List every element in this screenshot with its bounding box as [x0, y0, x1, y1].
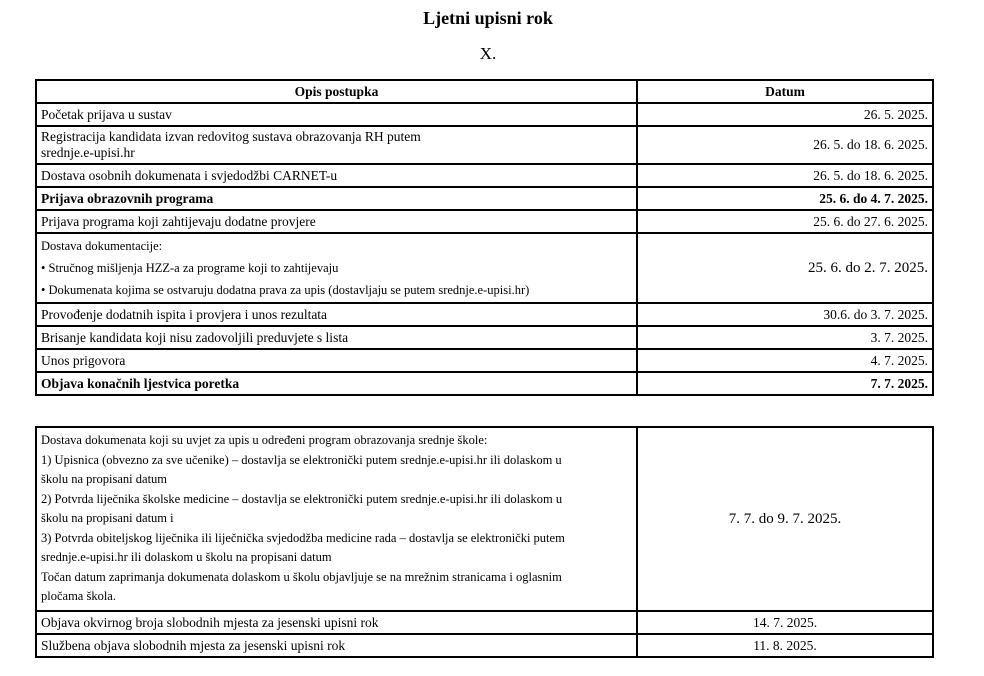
- table-row: [36, 326, 933, 349]
- row-description: Prijava obrazovnih programa: [36, 187, 637, 210]
- row-description: Dostava osobnih dokumenata i svjedodžbi CARNET-u: [36, 164, 637, 187]
- row-description: Početak prijava u sustav: [36, 103, 637, 126]
- row-description: Provođenje dodatnih ispita i provjera i unos rezultata: [36, 303, 637, 326]
- table-row: [36, 164, 933, 187]
- row-description-line: 1) Upisnica (obvezno za sve učenike) – dostavlja se elektronički putem srednje.e-upisi.hr ili dolaskom u: [41, 452, 562, 467]
- row-description: Objava konačnih ljestvica poretka: [36, 372, 637, 395]
- table-row: [36, 349, 933, 372]
- row-date: 3. 7. 2025.: [637, 326, 933, 349]
- row-description-line: Dostava dokumenata koji su uvjet za upis u određeni program obrazovanja srednje škole:: [41, 433, 488, 448]
- row-description: Objava okvirnog broja slobodnih mjesta za jesenski upisni rok: [36, 611, 637, 634]
- row-description: Prijava programa koji zahtijevaju dodatne provjere: [36, 210, 637, 233]
- row-description: Unos prigovora: [36, 349, 637, 372]
- row-date: 25. 6. do 4. 7. 2025.: [637, 187, 933, 210]
- column-header-date: Datum: [637, 80, 933, 103]
- row-date: 25. 6. do 2. 7. 2025.: [637, 233, 933, 303]
- column-header-description: Opis postupka: [36, 80, 637, 103]
- row-description: Službena objava slobodnih mjesta za jesenski upisni rok: [36, 634, 637, 657]
- row-description-line: školu na propisani datum: [41, 472, 168, 487]
- table-row: [36, 187, 933, 210]
- table-row: [36, 634, 933, 657]
- row-description-line: srednje.e-upisi.hr: [41, 145, 135, 160]
- table-row: [36, 427, 933, 611]
- row-date: 25. 6. do 27. 6. 2025.: [637, 210, 933, 233]
- row-description: [36, 233, 637, 303]
- schedule-table: [35, 79, 934, 396]
- row-date: 14. 7. 2025.: [637, 611, 933, 634]
- row-date: 7. 7. do 9. 7. 2025.: [637, 427, 933, 611]
- row-description-line: Registracija kandidata izvan redovitog sustava obrazovanja RH putem: [41, 129, 421, 144]
- table-row: [36, 611, 933, 634]
- table-row: [36, 126, 933, 164]
- row-description-line: Točan datum zaprimanja dokumenata dolaskom u školu objavljuje se na mrežnim stranicama i oglasnim: [41, 569, 562, 584]
- row-description-line: • Stručnog mišljenja HZZ-a za programe koji to zahtijevaju: [41, 260, 339, 275]
- page-title: Ljetni upisni rok: [423, 8, 553, 28]
- row-description: [36, 427, 637, 611]
- row-description-line: 3) Potvrda obiteljskog liječnika ili liječnička svjedodžba medicine rada – dostavlja se elektronički putem: [41, 530, 565, 545]
- row-description-line: pločama škola.: [41, 589, 116, 604]
- documents-table: [35, 426, 934, 658]
- row-date: 7. 7. 2025.: [637, 372, 933, 395]
- row-date: 11. 8. 2025.: [637, 634, 933, 657]
- row-description-line: srednje.e-upisi.hr ili dolaskom u školu na propisani datum: [41, 550, 332, 565]
- row-date: 4. 7. 2025.: [637, 349, 933, 372]
- row-date: 26. 5. 2025.: [637, 103, 933, 126]
- table-row: [36, 372, 933, 395]
- table-header-row: [36, 80, 933, 103]
- row-description-line: 2) Potvrda liječnika školske medicine – dostavlja se elektronički putem srednje.e-upisi.hr ili dolaskom u: [41, 491, 563, 506]
- row-date: 26. 5. do 18. 6. 2025.: [637, 126, 933, 164]
- row-description-line: školu na propisani datum i: [41, 511, 174, 526]
- table-row: [36, 103, 933, 126]
- row-date: 30.6. do 3. 7. 2025.: [637, 303, 933, 326]
- table-row: [36, 233, 933, 303]
- row-description-line: Dostava dokumentacije:: [41, 238, 163, 253]
- row-description: Brisanje kandidata koji nisu zadovoljili preduvjete s lista: [36, 326, 637, 349]
- row-description: [36, 126, 637, 164]
- row-description-line: • Dokumenata kojima se ostvaruju dodatna prava za upis (dostavljaju se putem srednje.e-upisi.hr): [41, 282, 530, 297]
- page-subtitle: X.: [479, 44, 497, 63]
- table-row: [36, 303, 933, 326]
- table-row: [36, 210, 933, 233]
- row-date: 26. 5. do 18. 6. 2025.: [637, 164, 933, 187]
